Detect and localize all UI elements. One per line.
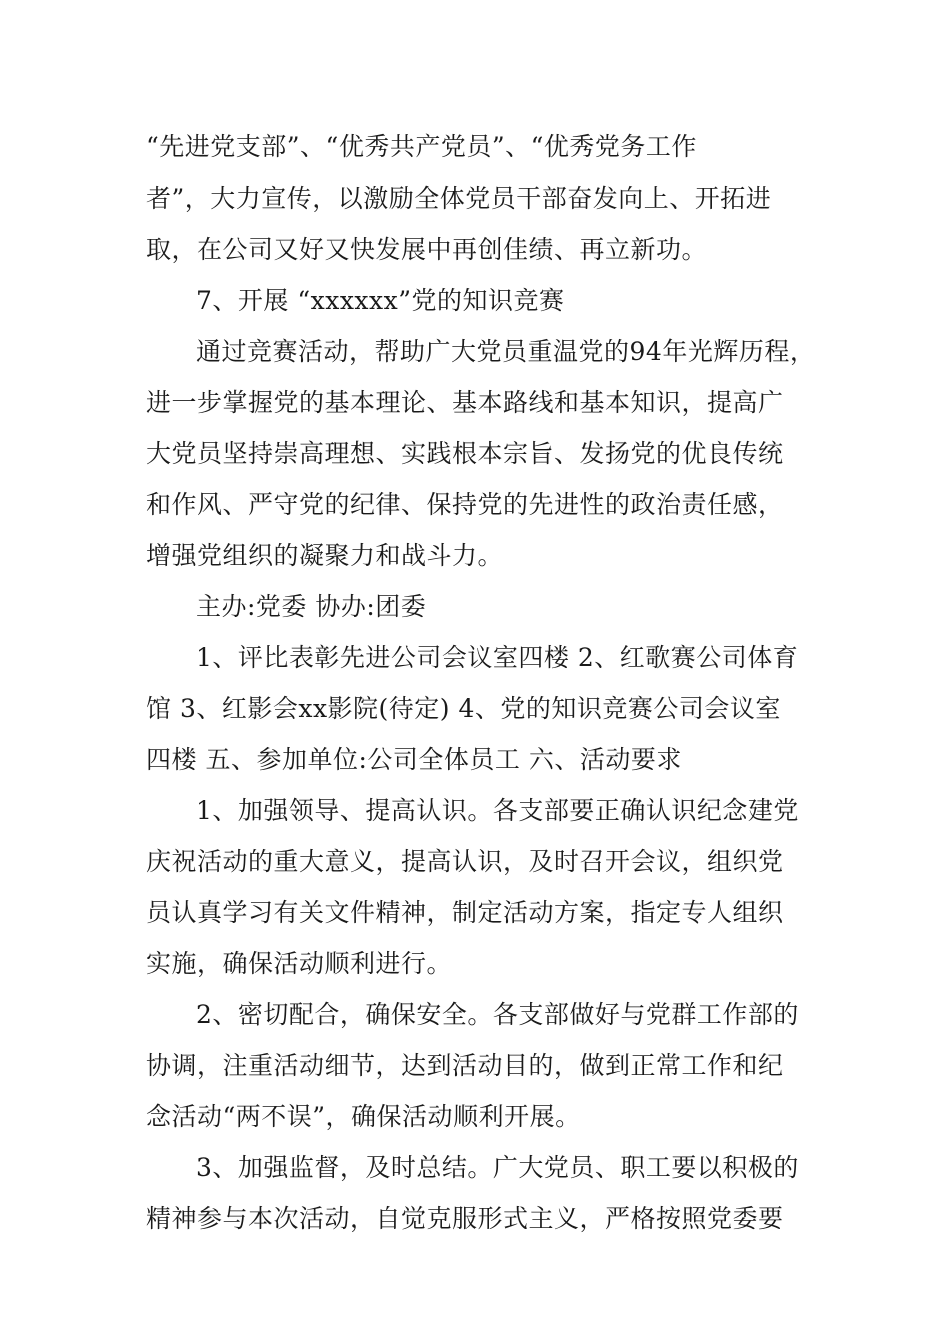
- text-line: 进一步掌握党的基本理论、基本路线和基本知识，提高广: [146, 388, 784, 417]
- text-line: 庆祝活动的重大意义，提高认识，及时召开会议，组织党: [146, 847, 784, 876]
- text-line: 通过竞赛活动，帮助广大党员重温党的94年光辉历程，: [196, 337, 816, 366]
- text-line: 四楼 五、参加单位:公司全体员工 六、活动要求: [146, 745, 682, 774]
- text-line: 大党员坚持崇高理想、实践根本宗旨、发扬党的优良传统: [146, 439, 784, 468]
- text-line: “先进党支部”、“优秀共产党员”、“优秀党务工作: [146, 132, 697, 161]
- text-line: 者”，大力宣传，以激励全体党员干部奋发向上、开拓进: [146, 184, 772, 213]
- text-line: 念活动“两不误”，确保活动顺利开展。: [146, 1102, 581, 1131]
- text-line: 精神参与本次活动，自觉克服形式主义，严格按照党委要: [146, 1204, 784, 1233]
- text-line: 员认真学习有关文件精神，制定活动方案，指定专人组织: [146, 898, 784, 927]
- text-line: 和作风、严守党的纪律、保持党的先进性的政治责任感，: [146, 490, 784, 519]
- text-line: 馆 3、红影会xx影院(待定) 4、党的知识竞赛公司会议室: [146, 694, 781, 723]
- text-line: 增强党组织的凝聚力和战斗力。: [146, 541, 504, 570]
- text-line: 实施，确保活动顺利进行。: [146, 949, 453, 978]
- text-line: 协调，注重活动细节，达到活动目的，做到正常工作和纪: [146, 1051, 784, 1080]
- text-line: 取，在公司又好又快发展中再创佳绩、再立新功。: [146, 235, 708, 264]
- text-line: 主办:党委 协办:团委: [196, 592, 427, 621]
- text-line: 2、密切配合，确保安全。各支部做好与党群工作部的: [196, 1000, 799, 1029]
- section-heading: 7、开展 “xxxxxx”党的知识竞赛: [196, 286, 565, 315]
- text-line: 3、加强监督，及时总结。广大党员、职工要以积极的: [196, 1153, 799, 1182]
- text-line: 1、评比表彰先进公司会议室四楼 2、红歌赛公司体育: [196, 643, 799, 672]
- text-line: 1、加强领导、提高认识。各支部要正确认识纪念建党: [196, 796, 799, 825]
